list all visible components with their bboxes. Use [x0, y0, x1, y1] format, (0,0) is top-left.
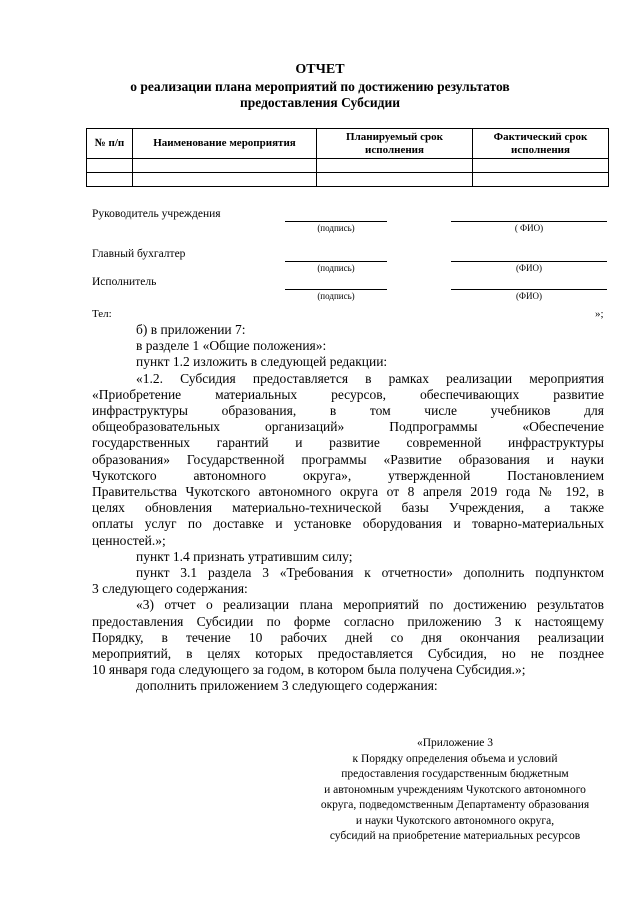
- text-line: предоставления Субсидии по форме согласно приложению 3 к настоящему: [92, 613, 604, 629]
- name-line: [451, 261, 607, 262]
- name-caption: (ФИО): [515, 263, 543, 273]
- appendix-line: предоставления государственным бюджетным: [341, 768, 569, 780]
- signature-line: [285, 261, 387, 262]
- text-line: 10 января года следующего за годом, в котором была получена Субсидия.»;: [92, 662, 526, 678]
- appendix-line: округа, подведомственным Департаменту образования: [320, 799, 590, 811]
- table-cell: [317, 173, 473, 187]
- table-cell: [133, 173, 317, 187]
- report-subtitle-line2: предоставления Субсидии: [239, 95, 401, 110]
- appendix-line: к Порядку определения объема и условий: [352, 752, 558, 765]
- table-row: [87, 173, 609, 187]
- signature-line: [285, 289, 387, 290]
- col-header-actual-date: Фактический срок исполнения: [473, 129, 609, 159]
- col-header-planned-date: Планируемый срок исполнения: [317, 129, 473, 159]
- paragraph: пункт 1.4 признать утратившим силу;: [136, 548, 353, 564]
- signature-label-executor: Исполнитель: [92, 276, 157, 288]
- appendix-line: и науки Чукотского автономного округа,: [355, 814, 555, 827]
- text-line: «Приобретение материальных ресурсов, обеспечивающих развитие: [92, 386, 604, 402]
- text-line: образования» Государственной программы «Развитие образования и науки: [92, 451, 604, 467]
- text-line: «1.2. Субсидия предоставляется в рамках реализации мероприятия: [136, 370, 604, 386]
- table-cell: [317, 159, 473, 173]
- paragraph: дополнить приложением 3 следующего содержания:: [136, 678, 438, 694]
- table-cell: [133, 159, 317, 173]
- signature-caption: (подпись): [317, 223, 355, 233]
- appendix-line: субсидий на приобретение материальных ресурсов: [329, 830, 581, 842]
- signature-caption: (подпись): [317, 291, 355, 301]
- paragraph-reporting: [92, 565, 604, 597]
- phone-label: Тел:: [92, 308, 112, 320]
- table-header-row: [87, 129, 609, 159]
- text-line: общеобразовательных организаций» Подпрограммы «Обеспечение: [92, 419, 604, 435]
- appendix-line: и автономным учреждениям Чукотского автономного: [324, 783, 586, 796]
- appendix-line: «Приложение 3: [416, 737, 494, 749]
- table-row: [87, 159, 609, 173]
- signature-label-director: Руководитель учреждения: [92, 208, 221, 220]
- table-cell: [473, 173, 609, 187]
- text-line: Чукотского автономного округа», утвержденной Постановлением: [92, 467, 604, 483]
- report-table: [86, 128, 609, 187]
- paragraph-subsidy-clause: [92, 371, 604, 549]
- text-line: Правительства Чукотского автономного округа от 8 апреля 2019 года № 192, в: [92, 484, 604, 500]
- col-header-number: № п/п: [87, 129, 133, 159]
- signature-line: [285, 221, 387, 222]
- table-cell: [87, 173, 133, 187]
- signature-caption: (подпись): [317, 263, 355, 273]
- closing-quote: »;: [595, 308, 604, 320]
- paragraph: пункт 1.2 изложить в следующей редакции:: [136, 354, 388, 370]
- name-line: [451, 221, 607, 222]
- paragraph: б) в приложении 7:: [136, 322, 246, 337]
- text-line: Порядку, в течение 10 рабочих дней со дня окончания реализации: [92, 629, 604, 645]
- paragraph-report-subclause: [92, 597, 604, 678]
- text-line: ценностей.»;: [92, 532, 166, 548]
- text-line: «3) отчет о реализации плана мероприятий по достижению результатов: [136, 597, 604, 613]
- name-line: [451, 289, 607, 290]
- table-cell: [87, 159, 133, 173]
- appendix-header: [290, 736, 620, 845]
- name-caption: (ФИО): [515, 291, 543, 301]
- report-title: ОТЧЕТ: [295, 62, 345, 77]
- text-line: государственных гарантий и развитие современной инфраструктуры: [92, 435, 604, 451]
- text-line: целях обновления материально-технической базы Учреждения, а также: [92, 500, 604, 516]
- paragraph: в разделе 1 «Общие положения»:: [136, 338, 327, 354]
- table-cell: [473, 159, 609, 173]
- report-subtitle-line1: о реализации плана мероприятий по достижению результатов: [130, 79, 510, 94]
- signature-label-accountant: Главный бухгалтер: [92, 248, 186, 260]
- document-body: [92, 322, 604, 695]
- text-line: мероприятий, в целях которых предоставляется Субсидия, но не позднее: [92, 646, 604, 662]
- name-caption: ( ФИО): [514, 223, 544, 233]
- text-line: инфраструктуры образования, в том числе учебников для: [92, 403, 604, 419]
- col-header-event-name: Наименование мероприятия: [133, 129, 317, 159]
- text-line: пункт 3.1 раздела 3 «Требования к отчетности» дополнить подпунктом: [136, 565, 604, 581]
- text-line: оплаты услуг по доставке и установке оборудования и товарно-материальных: [92, 516, 604, 532]
- text-line: 3 следующего содержания:: [92, 581, 248, 597]
